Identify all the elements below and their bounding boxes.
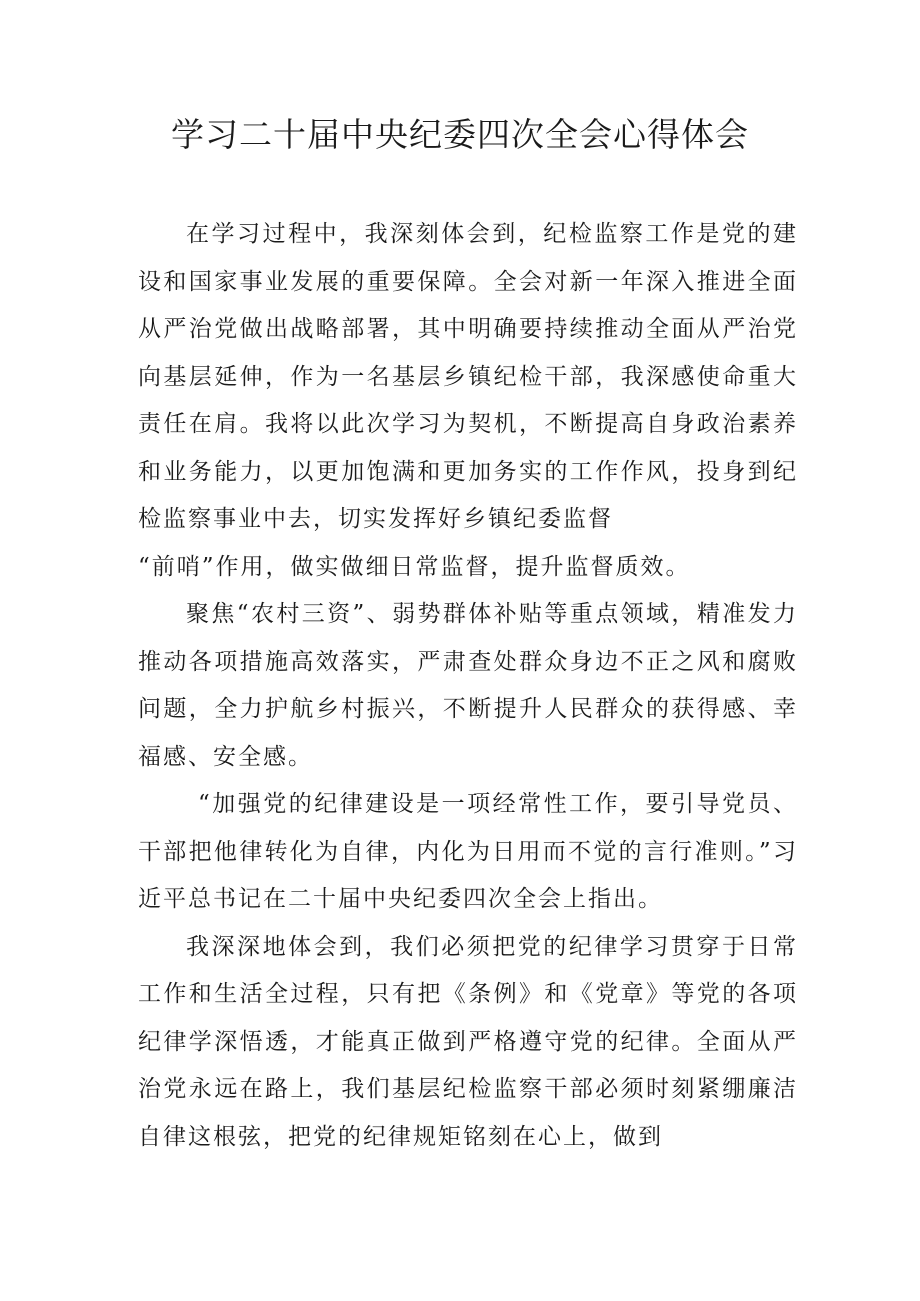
paragraph-3: 聚焦“农村三资”、弱势群体补贴等重点领域，精准发力推动各项措施高效落实，严肃查处群众身边不正之风和腐败问题，全力护航乡村振兴，不断提升人民群众的获得感、幸福感、安全感。 bbox=[138, 601, 798, 770]
paragraph-5: 我深深地体会到，我们必须把党的纪律学习贯穿于日常工作和生活全过程，只有把《条例》和《党章》等党的各项纪律学深悟透，才能真正做到严格遵守党的纪律。全面从严治党永远在路上，我们基层纪检监察干部必须时刻紧绷廉洁自律这根弦，把党的纪律规矩铭刻在心上，做到 bbox=[138, 933, 798, 1150]
document-title: 学习二十届中央纪委四次全会心得体会 bbox=[171, 115, 749, 154]
document-body bbox=[138, 211, 798, 1161]
paragraph-4: “加强党的纪律建设是一项经常性工作，要引导党员、干部把他律转化为自律，内化为日用而不觉的言行准则。”习近平总书记在二十届中央纪委四次全会上指出。 bbox=[138, 791, 798, 912]
paragraph-1: 在学习过程中，我深刻体会到，纪检监察工作是党的建设和国家事业发展的重要保障。全会对新一年深入推进全面从严治党做出战略部署，其中明确要持续推动全面从严治党向基层延伸，作为一名基层乡镇纪检干部，我深感使命重大责任在肩。我将以此次学习为契机，不断提高自身政治素养和业务能力，以更加饱满和更加务实的工作作风，投身到纪检监察事业中去，切实发挥好乡镇纪委监督 bbox=[138, 221, 798, 532]
paragraph-2: “前哨”作用，做实做细日常监督，提升监督质效。 bbox=[138, 553, 691, 580]
